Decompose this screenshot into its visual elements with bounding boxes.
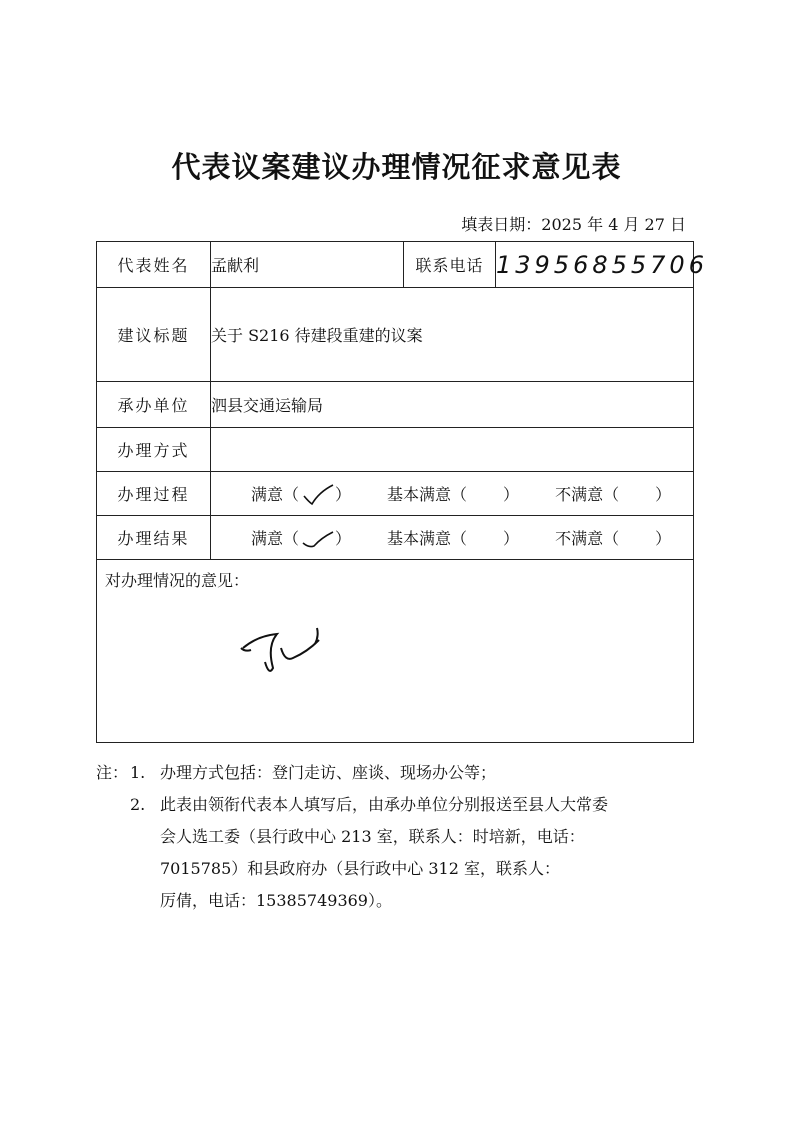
unit-value[interactable]: 泗县交通运输局 <box>211 382 694 428</box>
fill-date: 填表日期：2025 年 4 月 27 日 <box>461 215 686 234</box>
feedback-form <box>96 241 708 743</box>
rep-name-value[interactable]: 孟献利 <box>211 242 404 288</box>
check-mark-icon <box>301 526 335 552</box>
result-options <box>211 516 694 560</box>
result-option-basic[interactable]: 基本满意（ ） <box>387 529 520 548</box>
method-value[interactable] <box>211 428 694 472</box>
topic-label: 建议标题 <box>97 288 211 382</box>
note-item-1: 办理方式包括：登门走访、座谈、现场办公等； <box>160 763 497 782</box>
process-options <box>211 472 694 516</box>
result-option-satisfied[interactable]: 满意（ ） <box>251 526 351 549</box>
rep-name-label: 代表姓名 <box>97 242 211 288</box>
process-option-satisfied[interactable]: 满意（ ） <box>251 482 351 505</box>
topic-value[interactable]: 关于 S216 待建段重建的议案 <box>211 288 694 382</box>
result-option-unsatisfied[interactable]: 不满意（ ） <box>555 529 672 548</box>
signature-mark <box>237 618 337 678</box>
opinion-label: 对办理情况的意见： <box>105 571 250 590</box>
page-title: 代表议案建议办理情况征求意见表 <box>171 150 622 184</box>
unit-label: 承办单位 <box>97 382 211 428</box>
notes-head: 注： <box>96 763 129 782</box>
process-option-unsatisfied[interactable]: 不满意（ ） <box>555 485 672 504</box>
method-label: 办理方式 <box>97 428 211 472</box>
phone-label: 联系电话 <box>404 242 496 288</box>
process-option-basic[interactable]: 基本满意（ ） <box>387 485 520 504</box>
process-label: 办理过程 <box>97 472 211 516</box>
opinion-box[interactable] <box>97 560 694 743</box>
note-item-2: 此表由领衔代表本人填写后，由承办单位分别报送至县人大常委 <box>160 795 609 814</box>
result-label: 办理结果 <box>97 516 211 560</box>
phone-handwritten: 13956855706 <box>496 250 708 279</box>
phone-value[interactable] <box>496 242 708 288</box>
check-mark-icon <box>301 482 335 508</box>
notes: 注： 1. 办理方式包括：登门走访、座谈、现场办公等； 2. 此表由领衔代表本人填写后，由承办单位分别报送至县人大常委 会人选工委（县行政中心 213 室，联系人：时培新，电话： 7015785）和县政府办（县行政中心 312 室，联系人： 厉倩，电话：15385749369）。 <box>96 757 696 917</box>
